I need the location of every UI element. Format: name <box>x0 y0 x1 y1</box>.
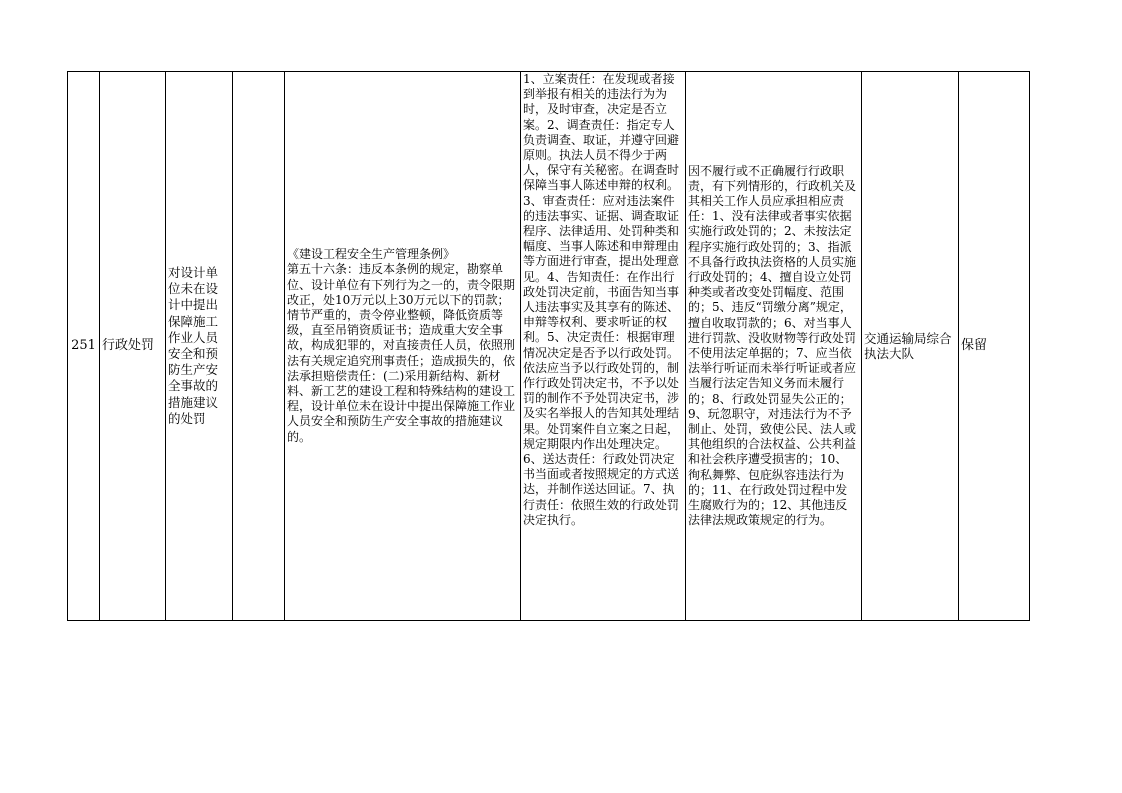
note-cell: 保留 <box>959 72 1030 621</box>
power-list-table <box>67 71 1030 621</box>
table-row <box>68 72 1030 621</box>
legal-basis-cell <box>285 72 521 621</box>
row-number-cell: 251 <box>68 72 100 621</box>
legal-basis-text: 《建设工程安全生产管理条例》 第五十六条：违反本条例的规定，勘察单位、设计单位有下列行为之一的，责令限期改正，处10万元以上30万元以下的罚款；情节严重的，责令停业整顿，降低资质等级，直至吊销资质证书；造成重大安全事故，构成犯罪的，对直接责任人员，依照刑法有关规定追究刑事责任；造成损失的，依法承担赔偿责任：(二)采用新结构、新材料、新工艺的建设工程和特殊结构的建设工程，设计单位未在设计中提出保障施工作业人员安全和预防生产安全事故的措施建议的。 <box>287 247 516 444</box>
responsibility-text: 1、立案责任：在发现或者接到举报有相关的违法行为为时，及时审查，决定是否立案。2、调查责任：指定专人负责调查、取证，并遵守回避原则。执法人员不得少于两人，保守有关秘密。在调查时保障当事人陈述申辩的权利。3、审查责任：应对违法案件的违法事实、证据、调查取证程序、法律适用、处罚种类和幅度、当事人陈述和申辩理由等方面进行审查，提出处理意见。4、告知责任：在作出行政处罚决定前，书面告知当事人违法事实及其享有的陈述、申辩等权利、要求听证的权利。5、决定责任：根据审理情况决定是否予以行政处罚。依法应当予以行政处罚的，制作行政处罚决定书，不予以处罚的制作不予处罚决定书，涉及实名举报人的告知其处理结果。处罚案件自立案之日起，规定期限内作出处理决定。 6、送达责任：行政处罚决定书当面或者按照规定的方式送达，并制作送达回证。7、执行责任：依照生效的行政处罚决定执行。 <box>523 72 680 527</box>
power-type-cell: 行政处罚 <box>100 72 166 621</box>
subitem-cell <box>233 72 285 621</box>
department-cell: 交通运输局综合执法大队 <box>862 72 959 621</box>
accountability-cell: 因不履行或不正确履行行政职责，有下列情形的，行政机关及其相关工作人员应承担相应责任：1、没有法律或者事实依据实施行政处罚的；2、未按法定程序实施行政处罚的；3、指派不具备行政执法资格的人员实施行政处罚的；4、擅自设立处罚种类或者改变处罚幅度、范围的；5、违反“罚缴分离”规定，擅自收取罚款的；6、对当事人进行罚款、没收财物等行政处罚不使用法定单据的；7、应当依法举行听证而未举行听证或者应当履行法定告知义务而未履行的；8、行政处罚显失公正的；9、玩忽职守，对违法行为不予制止、处罚，致使公民、法人或其他组织的合法权益、公共利益和社会秩序遭受损害的；10、徇私舞弊、包庇纵容违法行为的；11、在行政处罚过程中发生腐败行为的；12、其他违反法律法规政策规定的行为。 <box>686 72 862 621</box>
responsibility-cell <box>521 72 686 621</box>
power-item-cell: 对设计单位未在设计中提出保障施工作业人员安全和预防生产安全事故的措施建议的处罚 <box>166 72 233 621</box>
